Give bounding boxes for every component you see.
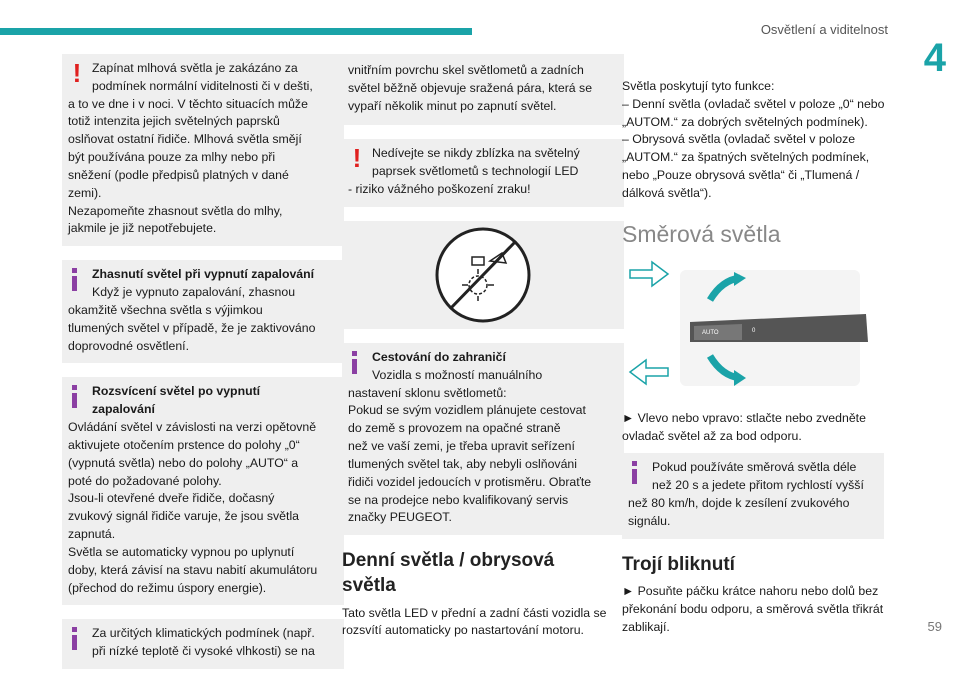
header-accent-bar [0,28,472,35]
info-icon [68,383,86,411]
column-2 [342,54,624,646]
heading-triple-blink: Trojí bliknutí [622,553,735,575]
triple-paragraph: ► Posuňte páčku krátce nahoru nebo dolů bez překonání bodu odporu, a směrová světla třikrát zablikají. [622,584,884,635]
turn-paragraph: ► Vlevo nebo vpravo: stlačte nebo zvedněte ovladač světel až za bod odporu. [622,410,866,443]
info-box-lights-off: Zhasnutí světel při vypnutí zapalování Když je vypnuto zapalování, zhasnou okamžitě všechna světla s výjimkou tlumených světel v případě, že je zaktivováno doprovodné osvětlení. [62,260,344,363]
warning-box-led: ! Nedívejte se nikdy zblízka na světelný paprsek světlometů s technologií LED - riziko vážného poškození zraku! [342,139,624,206]
info-icon [68,625,86,653]
led-eye-warning-icon [342,221,624,329]
page-number: 59 [927,619,942,634]
section-title: Osvětlení a viditelnost [760,22,888,37]
heading-turn-signals: Směrová světla [622,220,781,247]
led-warning-figure [342,221,624,329]
column-3 [622,78,904,643]
info-icon [68,266,86,294]
heading-drl: Denní světla / obrysová světla [342,550,555,596]
info-box-lights-on: Rozsvícení světel po vypnutí zapalování Ovládání světel v závislosti na verzi opětovně aktivujete otočením prstence do polohy „0“ (vypnutá světla) nebo do polohy „AUTO“ a poté do požadované polohy. Jsou-li otevřené dveře řidiče, dočasný zvukový signál řidiče varuje, že jsou světla zapnutá. Světla se automaticky vypnou po uplynutí doby, která závisí na stavu nabití akumulátoru (přechod do režimu úspory energie). [62,377,344,605]
turn-signal-figure [622,260,904,396]
info-box-abroad: Cestování do zahraničí Vozidla s možností manuálního nastavení sklonu světlometů: Pokud se svým vozidlem plánujete cestovat do země s provozem na opačné straně než ve vaší zemi, je třeba upravit seřízení tlumených světel tak, aby nebyli oslňováni řidiči vozidel jedoucích v protisměru. Obraťte se na prodejce nebo kvalifikovaný servis značky PEUGEOT. [342,343,624,535]
info-box-climate: Za určitých klimatických podmínek (např. při nízké teplotě či vysoké vlhkosti) se na [62,619,344,669]
svg-text:AUTO: AUTO [702,329,719,336]
info-icon [628,459,646,487]
continued-box: vnitřním povrchu skel světlometů a zadních světel běžně objevuje sražená pára, která se vypaří několik minut po zapnutí světel. [342,54,624,125]
arrow-right-icon [630,262,668,286]
info-icon [348,349,366,377]
warning-box-fog: ! Zapínat mlhová světla je zakázáno za podmínek normální viditelnosti či v dešti, a to ve dne i v noci. V těchto situacích může totiž intenzita jejich světelných paprsků oslňovat ostatní řidiče. Mlhová světla smějí být používána pouze za mlhy nebo při sněžení (podle předpisů platných v dané zemi). Nezapomeňte zhasnout světla do mlhy, jakmile je již nepotřebujete. [62,54,344,246]
warning-icon: ! [72,58,82,88]
svg-text:0: 0 [752,327,756,334]
chapter-tab [900,0,960,82]
arrow-left-icon [630,360,668,384]
warning-icon: ! [352,143,362,174]
info-box-turn: Pokud používáte směrová světla déle než 20 s a jedete přitom rychlostí vyšší než 80 km/h, dojde k zesílení zvukového signálu. [622,453,884,538]
drl-paragraph: Tato světla LED v přední a zadní části vozidla se rozsvítí automaticky po nastartování motoru. [342,605,607,638]
functions-paragraph: Světla poskytují tyto funkce: – Denní světla (ovladač světel v poloze „0“ nebo „AUTOM.“ za dobrých světelných podmínek). – Obrysová světla (ovladač světel v poloze „AUTOM.“ za špatných světelných podmínek, nebo „Pouze obrysová světla“ či „Tlumená / dálková světla“). [622,79,885,200]
column-1 [62,54,344,683]
chapter-number: 4 [923,36,946,80]
